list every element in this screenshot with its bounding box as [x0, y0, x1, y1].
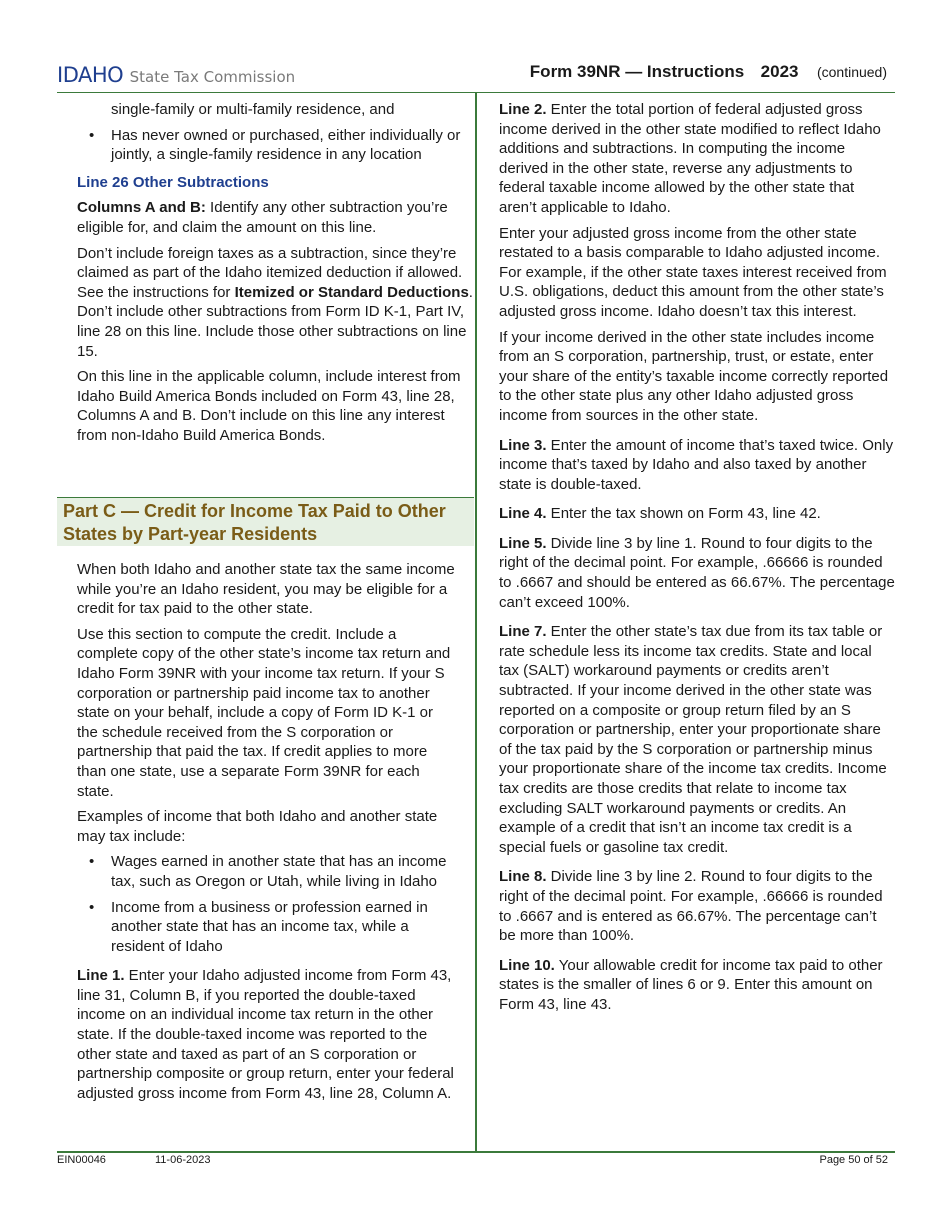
line2-label: Line 2. [499, 101, 547, 118]
right-column [499, 100, 895, 1021]
build-america-bonds-paragraph: On this line in the applicable column, include interest from Idaho Build America Bonds included on Form 43, line 28, Columns A and B. Don’t include on this line any interest from non-Idaho Build America Bonds. [77, 368, 461, 444]
itemized-deductions-ref: Itemized or Standard Deductions [234, 283, 469, 301]
line2-paragraph [499, 100, 895, 218]
line4-label: Line 4. [499, 505, 547, 523]
line7-label: Line 7. [499, 623, 547, 641]
line3-paragraph [499, 436, 895, 495]
footer-date: 11-06-2023 [155, 1154, 211, 1166]
part-c-banner [57, 497, 474, 546]
footer-code: EIN00046 [57, 1154, 106, 1166]
foreign-taxes-text-b: . Don’t include other subtractions from Form ID K-1, Part IV, line 28 on this line. Include those other subtractions on line 15. [77, 283, 473, 360]
column-divider [475, 93, 477, 1151]
line1-paragraph [77, 966, 457, 1103]
line1-label: Line 1. [77, 967, 125, 985]
agency-logo [57, 63, 295, 87]
line8-text: Divide line 3 by line 2. Round to four digits to the right of the decimal point. For example, .66666 is rounded to .6667 and is entered as 66.67%. The percentage can’t be more than 100%. [499, 868, 883, 945]
line7-text: Enter the other state’s tax due from its tax table or rate schedule less its income tax credits. State and local tax (SALT) workaround payments or credits aren’t subtracted. If your income derived in the other state was reported on a composite or group return filed by an S corporation or partnership, enter your proportionate share of the tax paid by the S corporation or partnership minus your proportionate share of the income tax credits. Income tax credits are those credits that relate to income tax excluding SALT workaround payments or credits. An example of a credit that isn’t an income tax credit is a special fuels or gasoline tax credit. [499, 623, 887, 856]
foreign-taxes-paragraph [77, 244, 474, 362]
line8-label: Line 8. [499, 868, 547, 886]
line8-paragraph [499, 867, 895, 945]
logo-agency: State Tax Commission [129, 68, 296, 86]
agi-paragraph: Enter your adjusted gross income from the other state restated to a basis comparable to Idaho adjusted income. For example, if the other state taxes interest received from U.S. obligations, deduct this amount from the other state’s adjusted gross income. Idaho doesn’t tax this interest. [499, 224, 887, 320]
bullet-item: • Income from a business or profession earned in another state that has an income tax, while a resident of Idaho [77, 898, 457, 957]
line1-text: Enter your Idaho adjusted income from Form 43, line 31, Column B, if you reported the double-taxed income on an individual income tax return in the other state. If the double-taxed income was reported to the other state and taxed as part of an S corporation or partnership composite or group return, enter your federal adjusted gross income from Form 43, line 28, Column A. [77, 967, 454, 1102]
columns-ab-text: Identify any other subtraction you’re eligible for, and claim the amount on this line. [77, 199, 448, 236]
line3-text: Enter the amount of income that’s taxed twice. Only income that’s taxed by Idaho and also taxed by another state is double-taxed. [499, 436, 894, 493]
line4-text: Enter the tax shown on Form 43, line 42. [546, 505, 821, 523]
page-number: Page 50 of 52 [819, 1154, 888, 1166]
line5-paragraph [499, 534, 895, 612]
bullet-item: • Has never owned or purchased, either individually or jointly, a single-family residence in any location [77, 126, 474, 165]
line4-paragraph [499, 504, 895, 524]
bullet-item: • Wages earned in another state that has an income tax, such as Oregon or Utah, while living in Idaho [77, 852, 457, 891]
page-header [57, 60, 895, 93]
form-year: 2023 [760, 62, 799, 81]
both-states-paragraph: When both Idaho and another state tax the same income while you’re an Idaho resident, you may be eligible for a credit for tax paid to the other state. [77, 561, 455, 618]
line10-label: Line 10. [499, 956, 555, 974]
line3-label: Line 3. [499, 436, 547, 454]
left-column-bottom [77, 560, 457, 1109]
examples-intro: Examples of income that both Idaho and another state may tax include: [77, 808, 438, 845]
logo-idaho: IDAHO [57, 63, 124, 87]
line10-paragraph [499, 956, 895, 1015]
foreign-taxes-text-a: Don’t include foreign taxes as a subtraction, since they’re claimed as part of the Idaho itemized deduction if allowed. See the instructions for [77, 244, 463, 301]
line5-text: Divide line 3 by line 1. Round to four digits to the right of the decimal point. For example, .66666 is rounded to .6667 and should be entered as 66.67%. The percentage can’t exceed 100%. [499, 534, 895, 611]
columns-ab-paragraph [77, 198, 474, 237]
line5-label: Line 5. [499, 534, 547, 552]
left-column-top [77, 100, 474, 452]
part-c-heading: Part C — Credit for Income Tax Paid to Other States by Part-year Residents [63, 501, 446, 544]
line10-text: Your allowable credit for income tax paid to other states is the smaller of lines 6 or 9. Enter this amount on Form 43, line 43. [499, 956, 883, 1013]
continued-label: (continued) [816, 64, 887, 80]
line7-paragraph [499, 622, 895, 857]
form-title: Form 39NR — Instructions [529, 62, 745, 81]
s-corp-paragraph: If your income derived in the other state includes income from an S corporation, partnership, trust, or estate, enter your share of the entity’s taxable income correctly reported to the other state plus any other Idaho adjusted gross income from sources in the other state. [499, 328, 889, 424]
line2-text: Enter the total portion of federal adjusted gross income derived in the other state modified to reflect Idaho additions and subtractions. In computing the income derived in the other state, reverse any adjustments to federal taxable income allowed by the other state that aren’t applicable to Idaho. [499, 101, 881, 216]
columns-ab-label: Columns A and B: [77, 199, 206, 217]
line26-heading: Line 26 Other Subtractions [77, 173, 269, 191]
footer-rule [57, 1151, 895, 1153]
compute-credit-paragraph: Use this section to compute the credit. Include a complete copy of the other state’s income tax return and Idaho Form 39NR with your income tax return. If your S corporation or partnership paid income tax to another state on your behalf, include a copy of Form ID K-1 or the schedule received from the S corporation or partnership that paid the tax. If credit applies to more than one state, use a separate Form 39NR for each state. [77, 625, 451, 800]
bullet-continuation: single-family or multi-family residence, and [111, 101, 395, 118]
header-title [530, 62, 887, 82]
